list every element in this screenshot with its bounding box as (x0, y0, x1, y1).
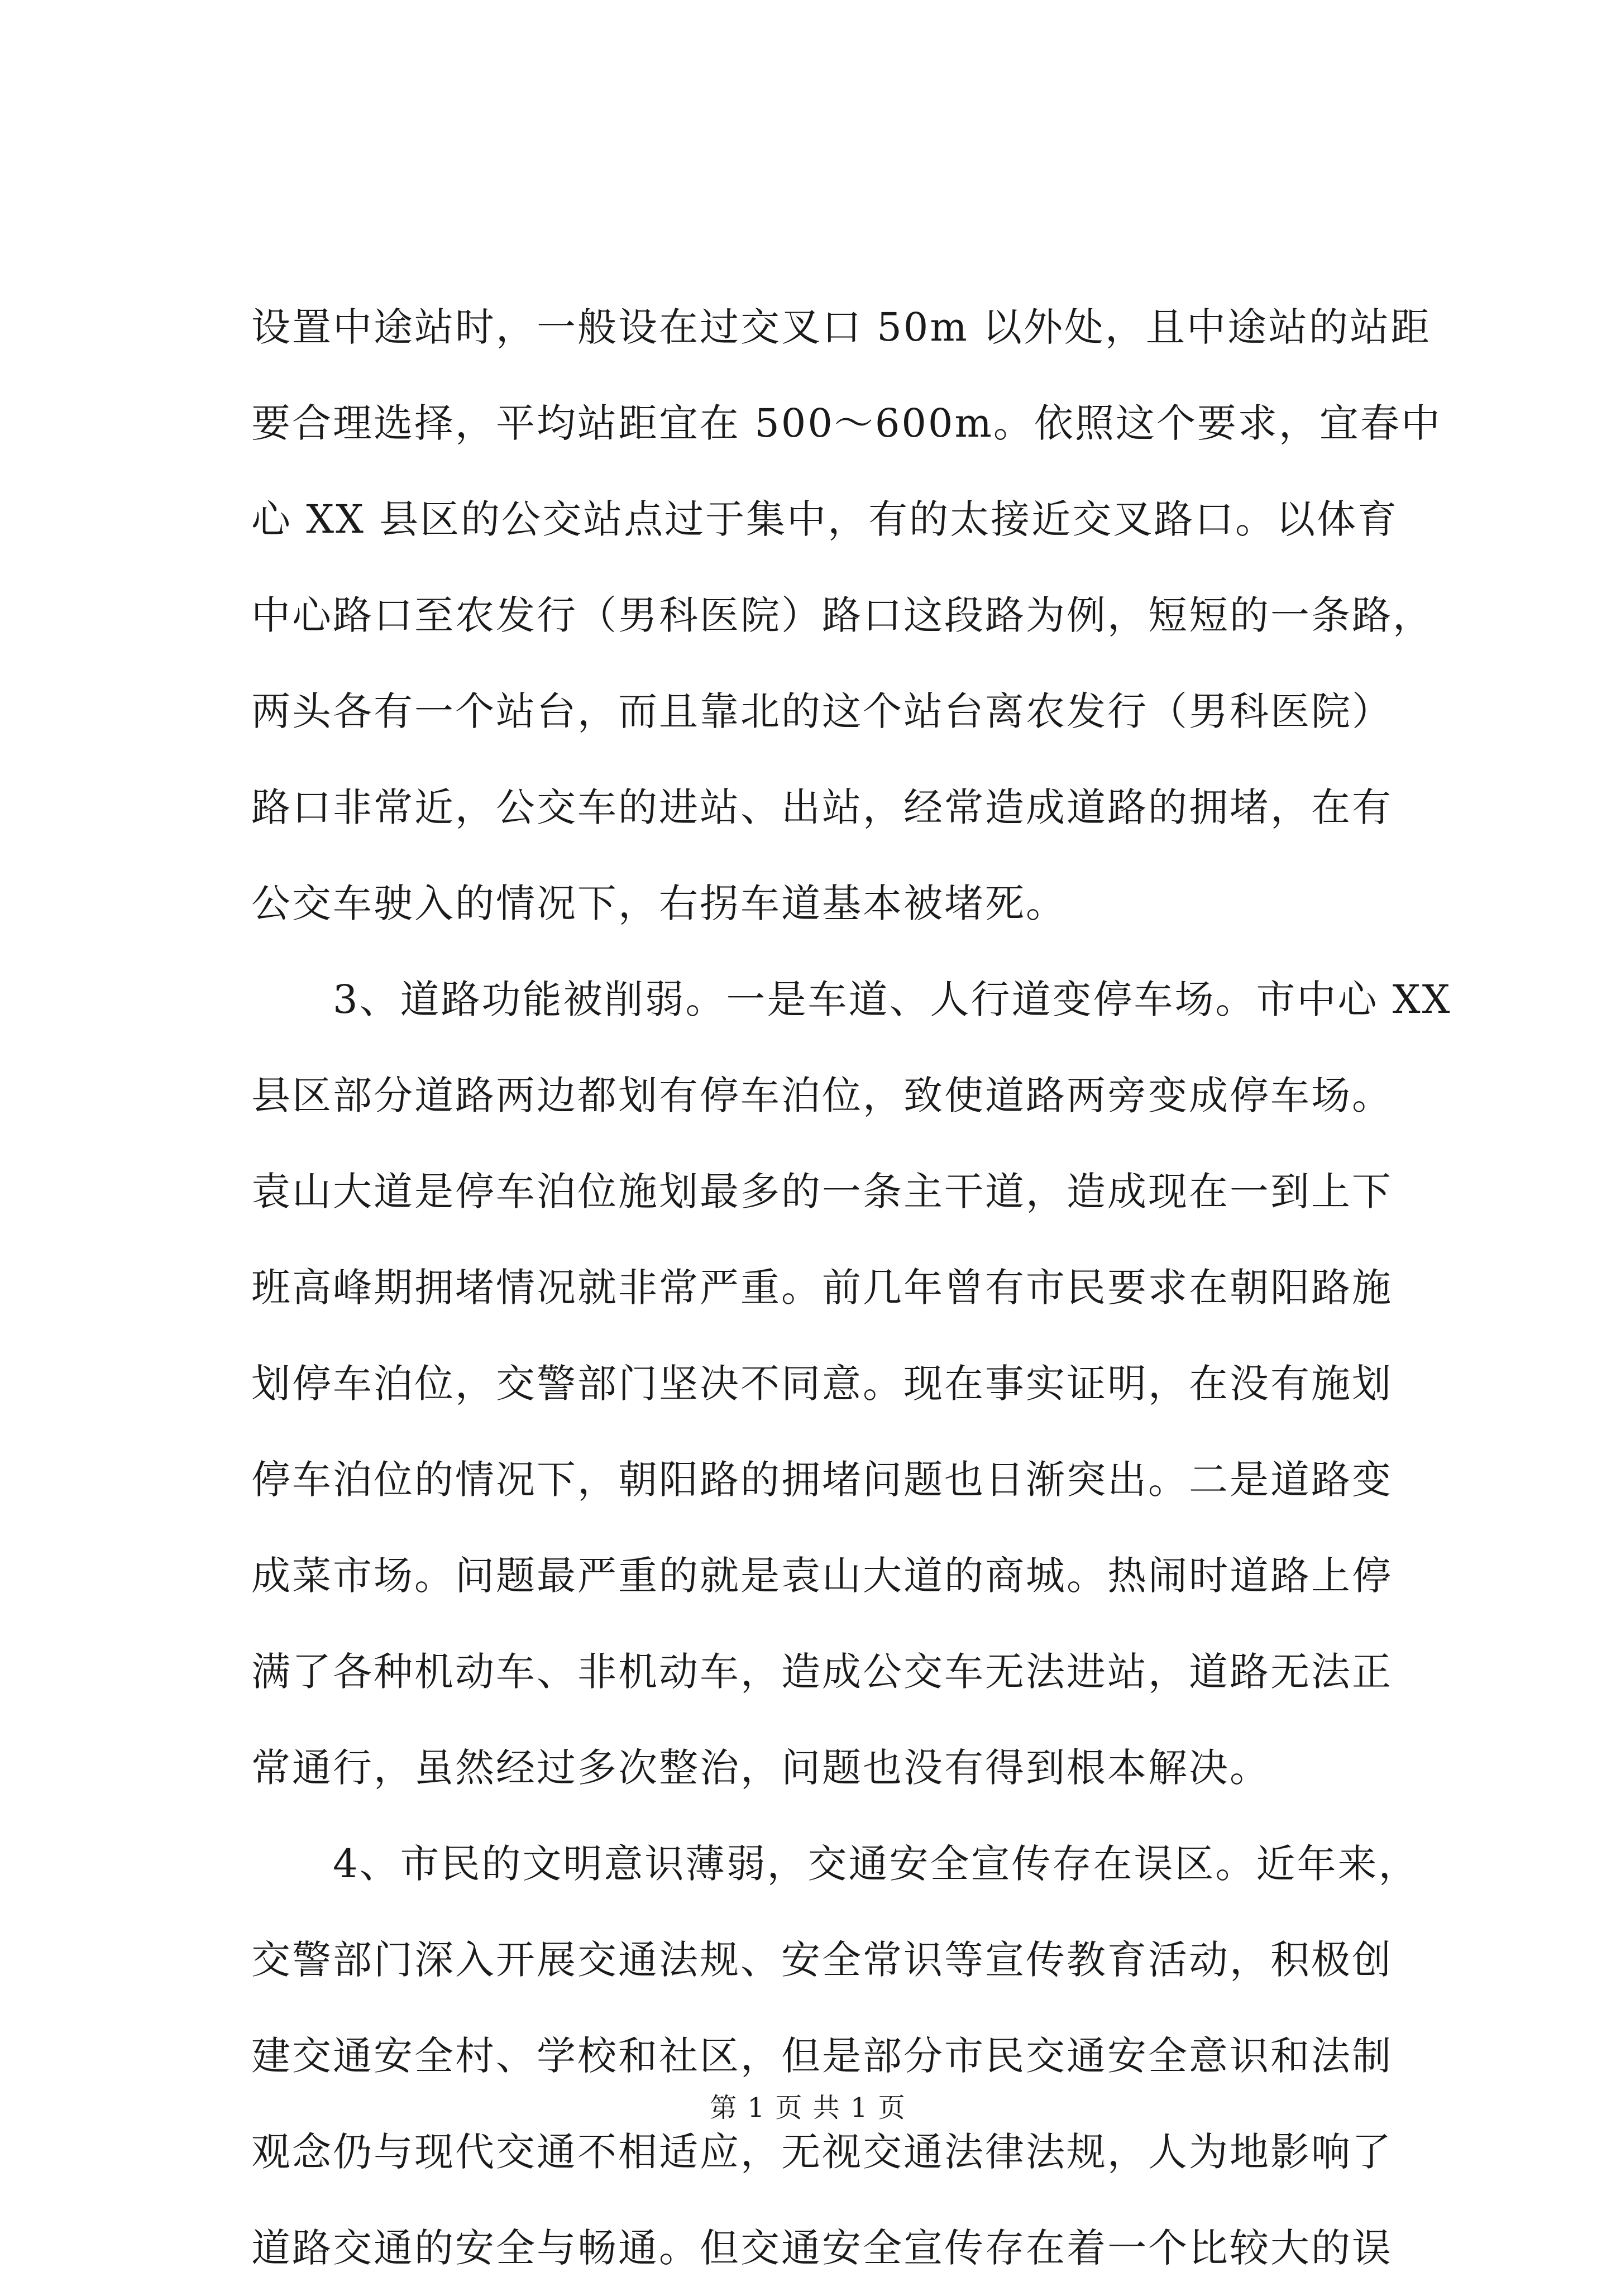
text-line: 县区部分道路两边都划有停车泊位，致使道路两旁变成停车场。 (251, 1073, 1393, 1118)
text-line: 满了各种机动车、非机动车，造成公交车无法进站，道路无法正 (251, 1649, 1393, 1695)
text-line: 道路交通的安全与畅通。但交通安全宣传存在着一个比较大的误 (251, 2225, 1393, 2271)
document-body (251, 279, 1452, 2296)
text-line: 心 XX 县区的公交站点过于集中，有的太接近交叉路口。以体育 (251, 496, 1399, 542)
text-line: 中心路口至农发行（男科医院）路口这段路为例，短短的一条路， (251, 592, 1433, 638)
text-line: 停车泊位的情况下，朝阳路的拥堵问题也日渐突出。二是道路变 (251, 1457, 1393, 1503)
text-line: 4、市民的文明意识薄弱，交通安全宣传存在误区。近年来， (251, 1841, 1419, 1887)
text-line: 两头各有一个站台，而且靠北的这个站台离农发行（男科医院） (251, 688, 1393, 734)
text-line: 班高峰期拥堵情况就非常严重。前几年曾有市民要求在朝阳路施 (251, 1265, 1393, 1310)
page-footer (0, 2085, 1616, 2130)
text-line: 要合理选择，平均站距宜在 500～600m。依照这个要求，宜春中 (251, 400, 1442, 446)
text-line: 观念仍与现代交通不相适应，无视交通法律法规，人为地影响了 (251, 2129, 1393, 2175)
text-line: 成菜市场。问题最严重的就是袁山大道的商城。热闹时道路上停 (251, 1553, 1393, 1599)
text-line: 交警部门深入开展交通法规、安全常识等宣传教育活动，积极创 (251, 1937, 1393, 1983)
text-line: 建交通安全村、学校和社区，但是部分市民交通安全意识和法制 (251, 2033, 1393, 2079)
text-line: 袁山大道是停车泊位施划最多的一条主干道，造成现在一到上下 (251, 1169, 1393, 1214)
page-number-label: 第 1 页 共 1 页 (710, 2092, 906, 2123)
text-line: 路口非常近，公交车的进站、出站，经常造成道路的拥堵，在有 (251, 785, 1393, 830)
text-line: 公交车驶入的情况下，右拐车道基本被堵死。 (251, 881, 1067, 926)
text-line: 常通行，虽然经过多次整治，问题也没有得到根本解决。 (251, 1745, 1270, 1791)
text-line: 设置中途站时，一般设在过交叉口 50m 以外处，且中途站的站距 (251, 304, 1431, 350)
text-line: 划停车泊位，交警部门坚决不同意。现在事实证明，在没有施划 (251, 1361, 1393, 1407)
text-line: 3、道路功能被削弱。一是车道、人行道变停车场。市中心 XX (251, 977, 1452, 1022)
